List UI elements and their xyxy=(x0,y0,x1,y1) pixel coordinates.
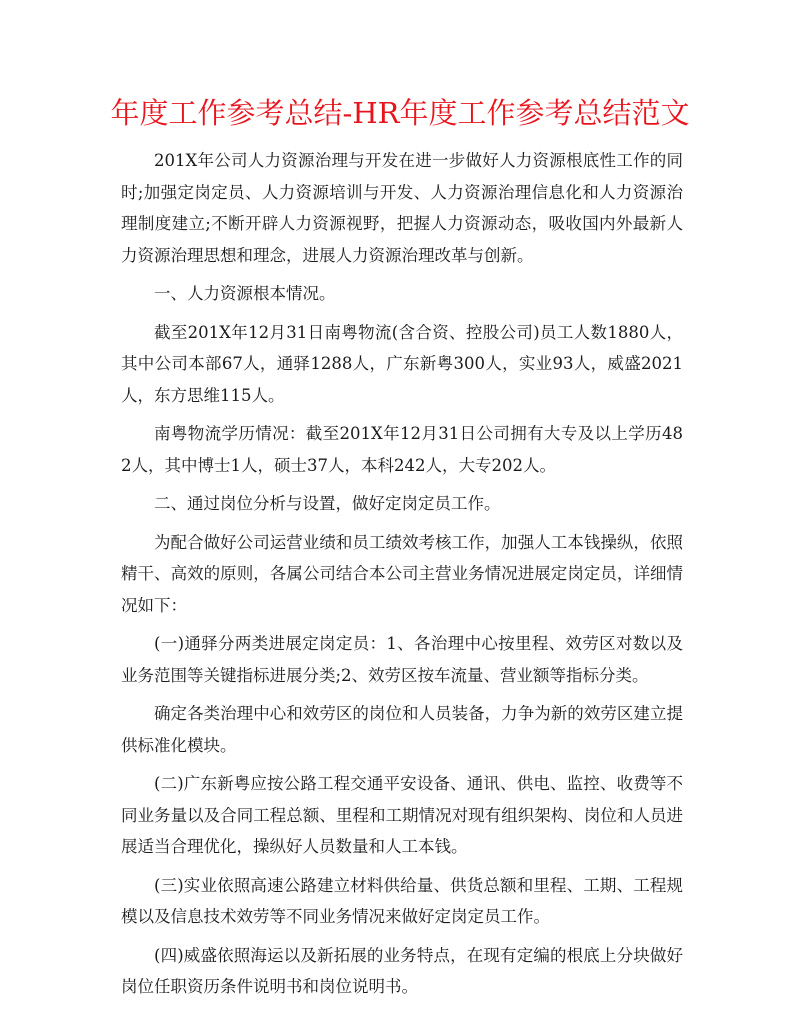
paragraph-item-2: (二)广东新粤应按公路工程交通平安设备、通讯、供电、监控、收费等不同业务量以及合同工程总额、里程和工期情况对现有组织架构、岗位和人员进展适当合理优化，操纵好人员数量和人工本钱。 xyxy=(121,774,683,856)
paragraph-item-3: (三)实业依照高速公路建立材料供给量、供货总额和里程、工期、工程规模以及信息技术效劳等不同业务情况来做好定岗定员工作。 xyxy=(121,875,683,926)
section-heading-2: 二、通过岗位分析与设置，做好定岗定员工作。 xyxy=(154,494,501,513)
document-body xyxy=(121,145,683,1010)
paragraph-staffing-principle: 为配合做好公司运营业绩和员工绩效考核工作，加强人工本钱操纵，依照精干、高效的原则，各属公司结合本公司主营业务情况进展定岗定员，详细情况如下： xyxy=(121,532,683,615)
document-title: 年度工作参考总结-HR年度工作参考总结范文 xyxy=(110,96,690,130)
paragraph-headcount: 截至201X年12月31日南粤物流(含合资、控股公司)员工人数1880人，其中公司本部67人，通驿1288人，广东新粤300人，实业93人，威盛2021人，东方思维115人。 xyxy=(121,322,683,405)
section-heading-1: 一、人力资源根本情况。 xyxy=(154,284,336,303)
paragraph-item-1: (一)通驿分两类进展定岗定员：1、各治理中心按里程、效劳区对数以及业务范围等关键指标进展分类;2、效劳区按车流量、营业额等指标分类。 xyxy=(121,634,683,685)
paragraph-item-4: (四)威盛依照海运以及新拓展的业务特点，在现有定编的根底上分块做好岗位任职资历条件说明书和岗位说明书。 xyxy=(121,945,683,996)
paragraph-intro: 201X年公司人力资源治理与开发在进一步做好人力资源根底性工作的同时;加强定岗定员、人力资源培训与开发、人力资源治理信息化和人力资源治理制度建立;不断开辟人力资源视野，把握人力资源动态，吸收国内外最新人力资源治理思想和理念，进展人力资源治理改革与创新。 xyxy=(121,151,683,265)
paragraph-education: 南粤物流学历情况：截至201X年12月31日公司拥有大专及以上学历482人，其中博士1人，硕士37人，本科242人，大专202人。 xyxy=(121,424,683,475)
paragraph-item-1-detail: 确定各类治理中心和效劳区的岗位和人员装备，力争为新的效劳区建立提供标准化模块。 xyxy=(121,704,683,755)
